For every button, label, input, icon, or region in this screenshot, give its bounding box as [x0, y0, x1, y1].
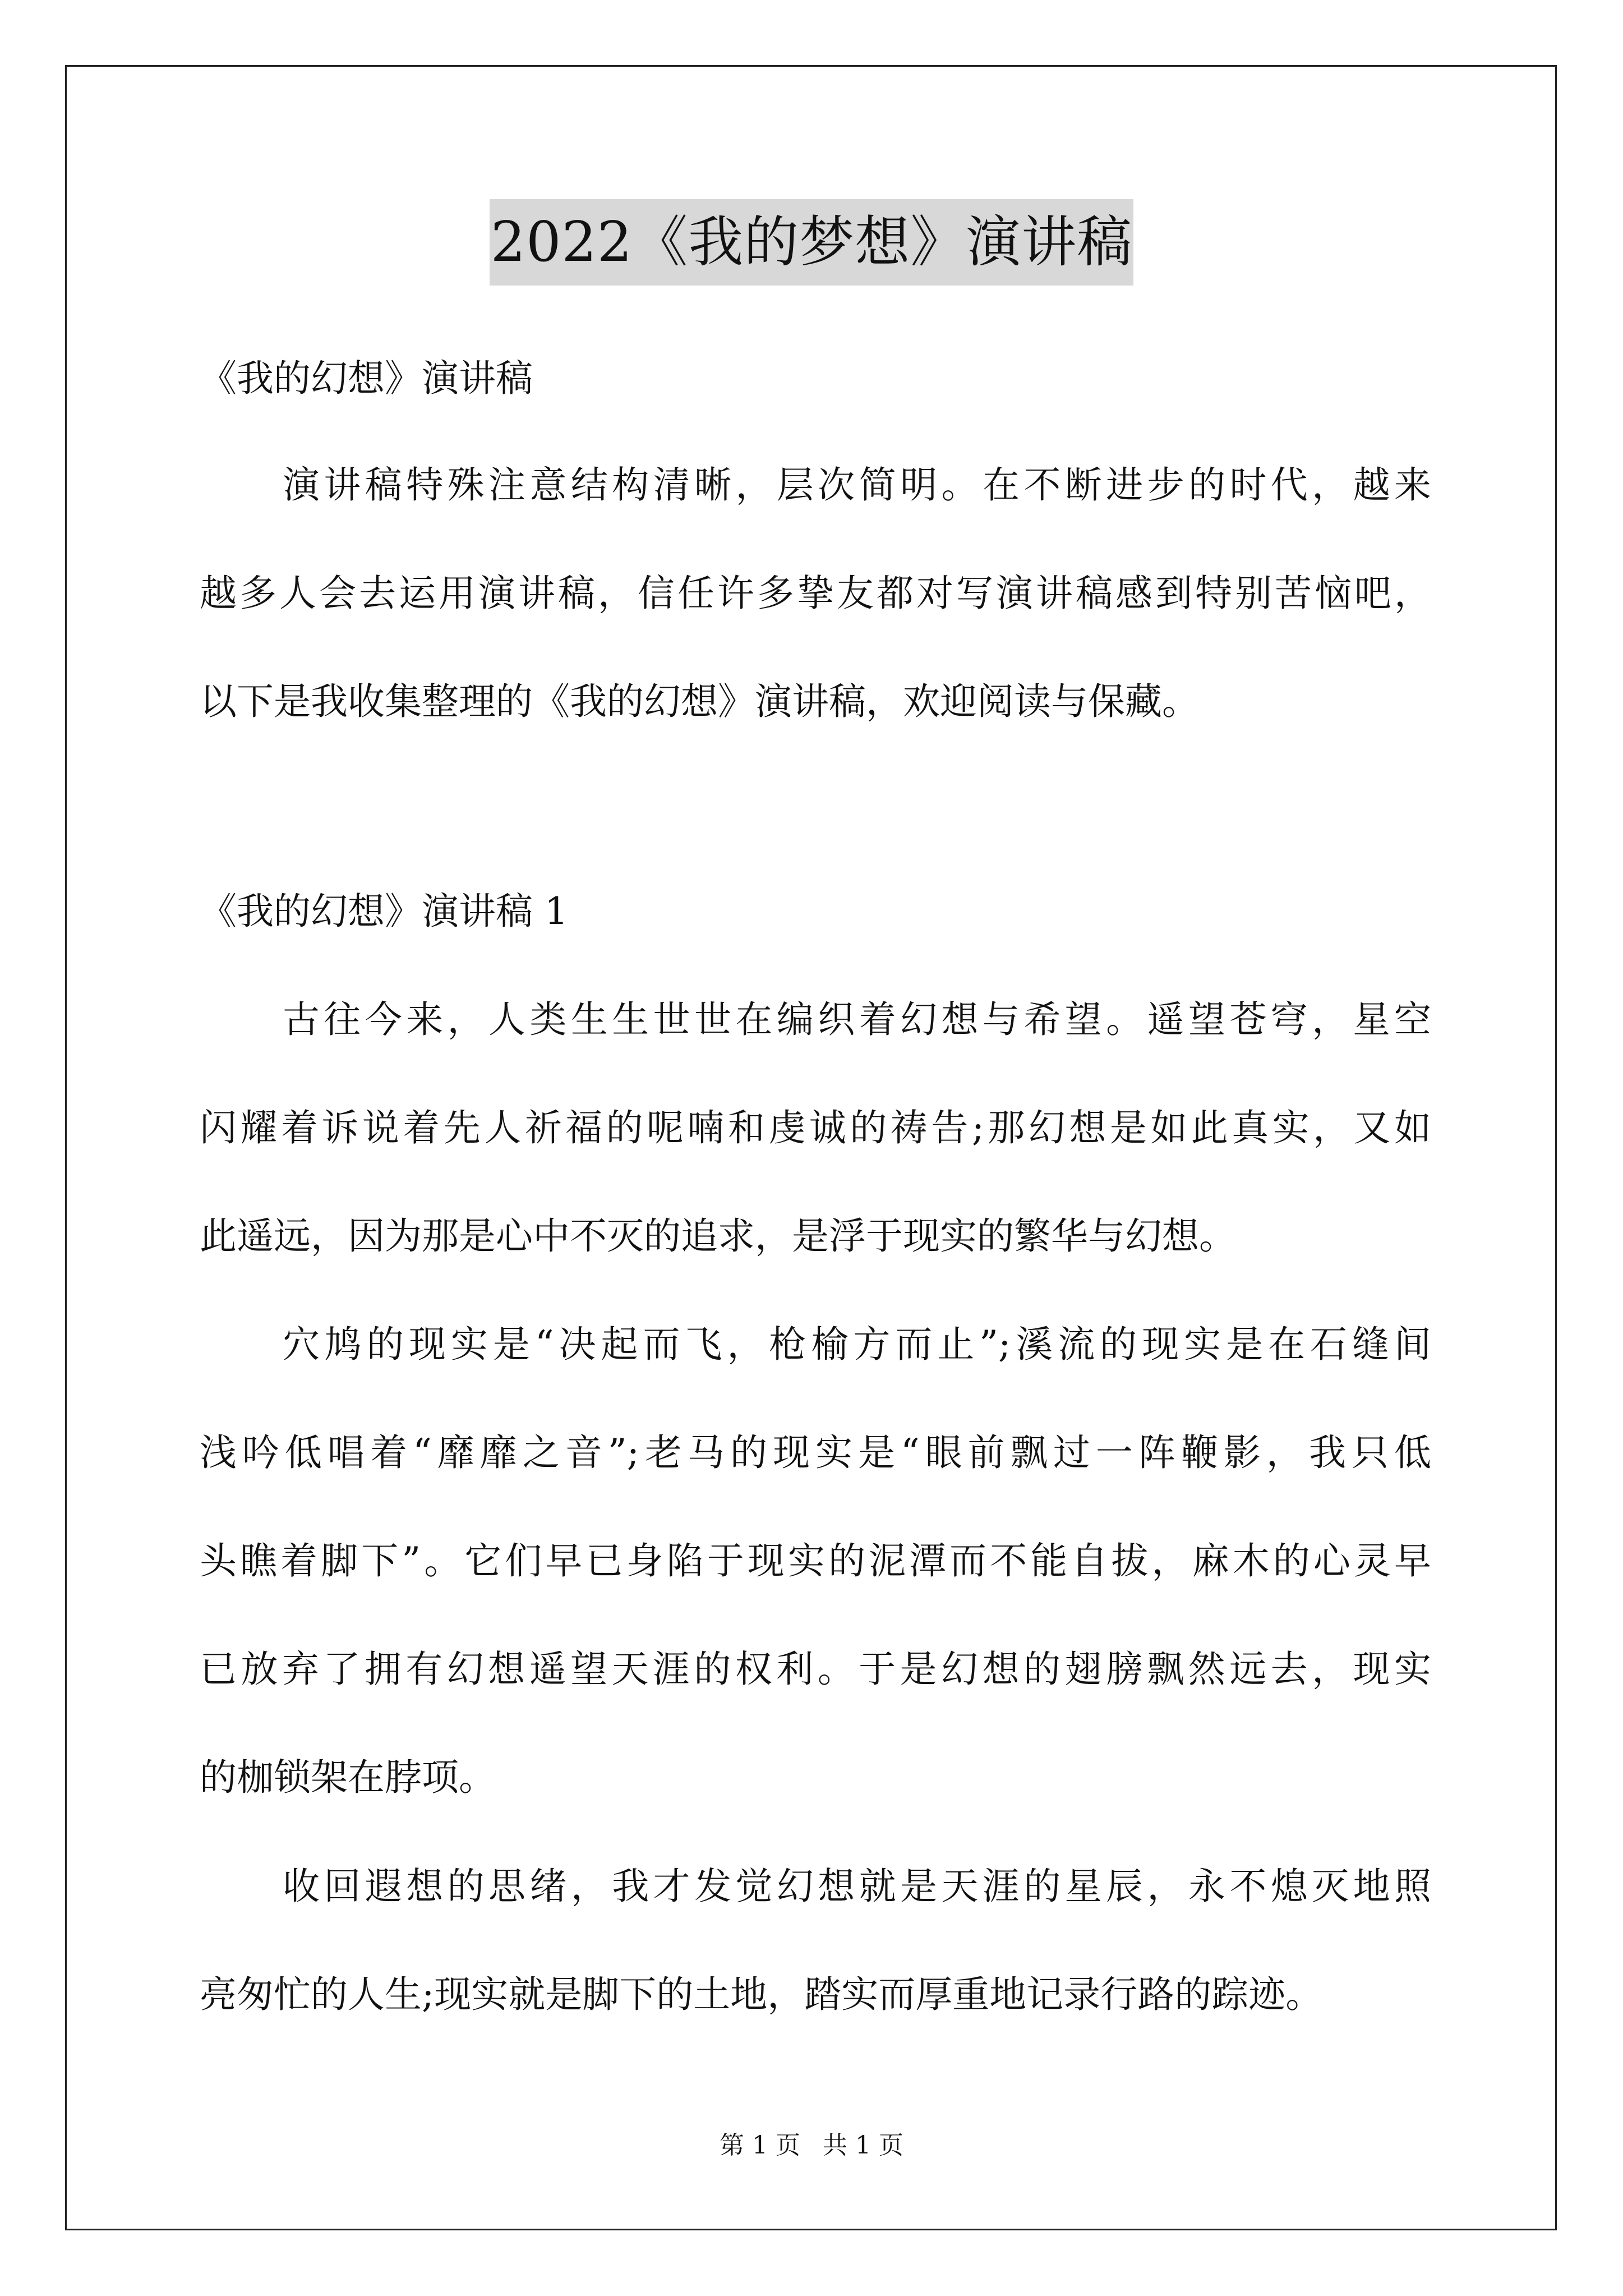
intro-line: 以下是我收集整理的《我的幻想》演讲稿，欢迎阅读与保藏。: [200, 680, 1199, 723]
intro-line: 越多人会去运用演讲稿，信任许多挚友都对写演讲稿感到特别苦恼吧，: [200, 572, 1431, 615]
page-footer: [0, 2129, 1623, 2162]
body-line: 浅吟低唱着“靡靡之音”;老马的现实是“眼前飘过一阵鞭影，我只低: [200, 1431, 1431, 1474]
body-line: 穴鸠的现实是“决起而飞，枪榆方而止”;溪流的现实是在石缝间: [283, 1323, 1431, 1366]
body-line: 此遥远，因为那是心中不灭的追求，是浮于现实的繁华与幻想。: [200, 1214, 1236, 1258]
document-title: 2022《我的梦想》演讲稿: [490, 199, 1133, 286]
body-line: 古往今来，人类生生世世在编织着幻想与希望。遥望苍穹，星空: [283, 998, 1431, 1041]
body-line: 亮匆忙的人生;现实就是脚下的土地，踏实而厚重地记录行路的踪迹。: [200, 1973, 1323, 2016]
intro-paragraph: [200, 460, 1431, 727]
subtitle: 《我的幻想》演讲稿: [200, 357, 533, 400]
body-paragraph: [200, 1319, 1431, 1803]
document-title-wrap: [0, 199, 1623, 286]
body-paragraph: [200, 995, 1431, 1262]
body-line: 头瞧着脚下”。它们早已身陷于现实的泥潭而不能自拔，麻木的心灵早: [200, 1539, 1431, 1582]
body-paragraph: [200, 1861, 1431, 2020]
page-number: 第 1 页: [720, 2131, 800, 2160]
body-line: 的枷锁架在脖项。: [200, 1756, 496, 1799]
body-line: 已放弃了拥有幻想遥望天涯的权利。于是幻想的翅膀飘然远去，现实: [200, 1648, 1431, 1691]
page-total: 共 1 页: [823, 2131, 903, 2160]
body-line: 闪耀着诉说着先人祈福的呢喃和虔诚的祷告;那幻想是如此真实，又如: [200, 1106, 1431, 1149]
intro-line: 演讲稿特殊注意结构清晰，层次简明。在不断进步的时代，越来: [283, 463, 1431, 507]
body-line: 收回遐想的思绪，我才发觉幻想就是天涯的星辰，永不熄灭地照: [283, 1865, 1431, 1908]
section-heading: 《我的幻想》演讲稿 1: [200, 890, 568, 933]
